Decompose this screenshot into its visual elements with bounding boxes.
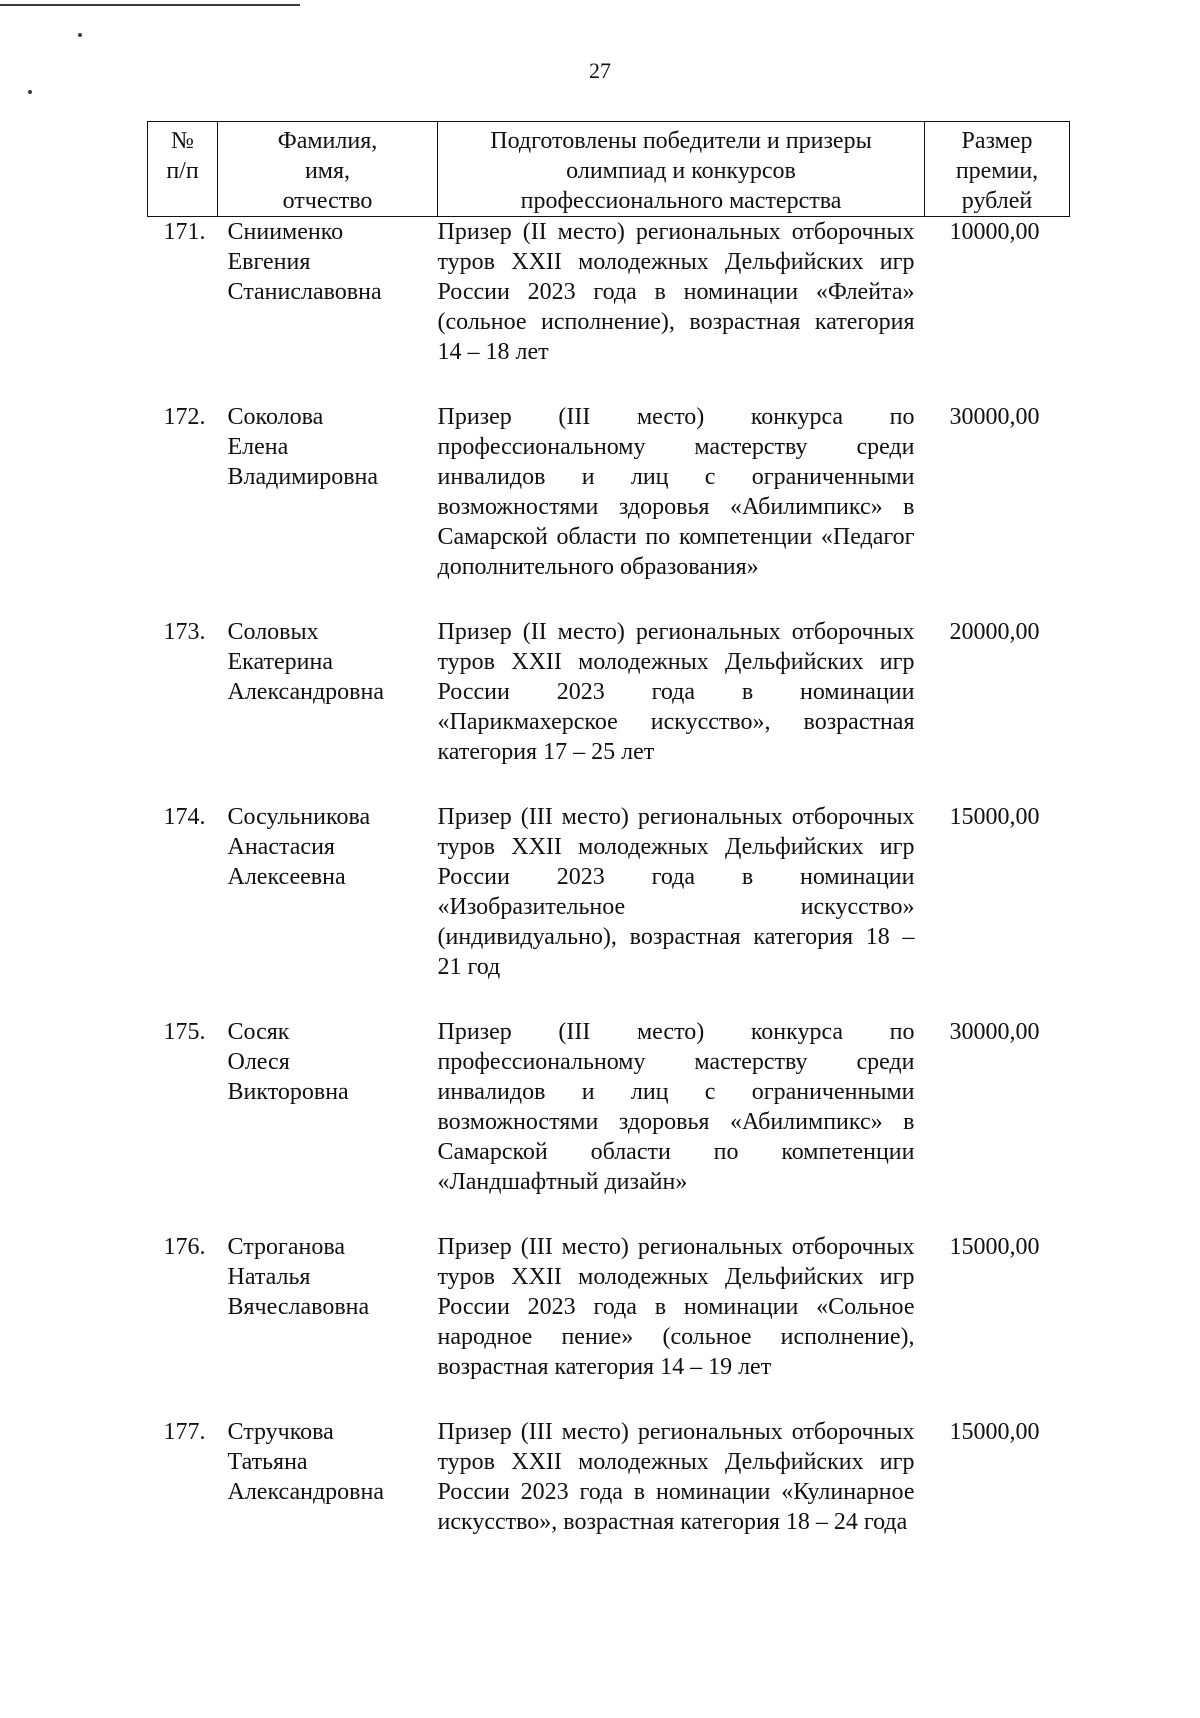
- table-row: [148, 1232, 1070, 1417]
- row-description: Призер (II место) региональных отборочных туров XXII молодежных Дельфийских игр России 2023 года в номинации «Флейта» (сольное исполнение), возрастная категория 14 – 18 лет: [437, 219, 915, 365]
- row-description: Призер (III место) региональных отборочных туров XXII молодежных Дельфийских игр России 2023 года в номинации «Сольное народное пение» (сольное исполнение), возрастная категория 14 – 19 лет: [437, 1234, 915, 1380]
- table-row: [148, 1017, 1070, 1232]
- header-description: Подготовлены победители и призеры олимпиад и конкурсов профессионального мастерства: [438, 122, 925, 217]
- row-amount: 30000,00: [949, 1019, 1040, 1045]
- row-description: Призер (II место) региональных отборочных туров XXII молодежных Дельфийских игр России 2023 года в номинации «Парикмахерское искусство», возрастная категория 17 – 25 лет: [437, 619, 915, 765]
- table-row: [148, 402, 1070, 617]
- row-full-name: Сосяк Олеся Викторовна: [227, 1019, 349, 1105]
- row-number: 172.: [163, 404, 206, 430]
- table-header-row: [148, 122, 1070, 217]
- table-row: [148, 617, 1070, 802]
- row-full-name: Соловых Екатерина Александровна: [227, 619, 385, 705]
- header-full-name: Фамилия, имя, отчество: [218, 122, 438, 217]
- row-amount: 15000,00: [949, 1419, 1040, 1445]
- table-row: [148, 217, 1070, 403]
- row-amount: 15000,00: [949, 804, 1040, 830]
- row-number: 176.: [163, 1234, 206, 1260]
- row-number: 171.: [163, 219, 206, 245]
- row-amount: 30000,00: [949, 404, 1040, 430]
- row-full-name: Сниименко Евгения Станиславовна: [227, 219, 382, 305]
- awards-table: [147, 121, 1070, 1572]
- row-description: Призер (III место) региональных отборочных туров XXII молодежных Дельфийских игр России 2023 года в номинации «Кулинарное искусство», возрастная категория 18 – 24 года: [437, 1419, 915, 1535]
- page-number: 27: [589, 58, 611, 83]
- header-amount: Размер премии, рублей: [925, 122, 1070, 217]
- row-description: Призер (III место) региональных отборочных туров XXII молодежных Дельфийских игр России 2023 года в номинации «Изобразительное искусство» (индивидуально), возрастная категория 18 – 21 год: [437, 804, 915, 980]
- row-amount: 15000,00: [949, 1234, 1040, 1260]
- row-number: 177.: [163, 1419, 206, 1445]
- row-description: Призер (III место) конкурса по профессиональному мастерству среди инвалидов и лиц с ограниченными возможностями здоровья «Абилимпикс» в Самарской области по компетенции «Ландшафтный дизайн»: [437, 1019, 915, 1195]
- scan-line-top: [0, 4, 300, 6]
- table-row: [148, 1417, 1070, 1572]
- row-full-name: Соколова Елена Владимировна: [227, 404, 379, 490]
- scan-dot: [78, 33, 82, 37]
- row-amount: 20000,00: [949, 619, 1040, 645]
- row-full-name: Сосульникова Анастасия Алексеевна: [227, 804, 371, 890]
- scan-dot: [28, 90, 32, 94]
- row-number: 174.: [163, 804, 206, 830]
- row-number: 175.: [163, 1019, 206, 1045]
- row-full-name: Строганова Наталья Вячеславовна: [227, 1234, 370, 1320]
- row-full-name: Стручкова Татьяна Александровна: [227, 1419, 385, 1505]
- row-number: 173.: [163, 619, 206, 645]
- header-number: № п/п: [148, 122, 218, 217]
- table-row: [148, 802, 1070, 1017]
- row-description: Призер (III место) конкурса по профессиональному мастерству среди инвалидов и лиц с ограниченными возможностями здоровья «Абилимпикс» в Самарской области по компетенции «Педагог дополнительного образования»: [437, 404, 915, 580]
- row-amount: 10000,00: [949, 219, 1040, 245]
